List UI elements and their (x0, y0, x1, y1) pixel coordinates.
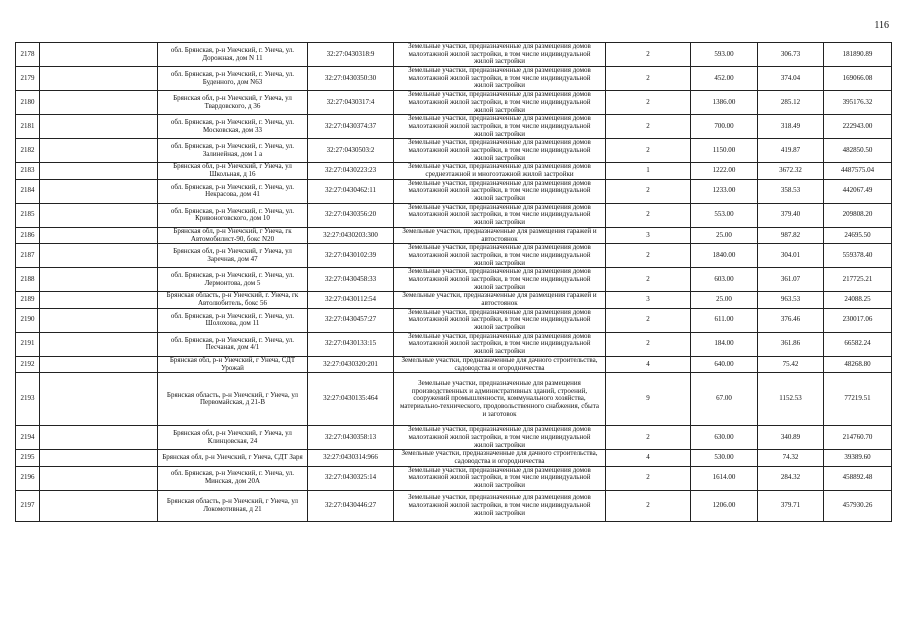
address-cell: Брянская область, р-н Унечский, г Унеча, ул Первомайская, д 21-В (158, 373, 308, 426)
address-cell: обл. Брянская, р-н Унечский, г. Унеча, ул. Дорожная, дом N 11 (158, 43, 308, 67)
area-cell: 640.00 (691, 356, 758, 372)
empty-cell (40, 203, 158, 227)
cadastral-value-cell: 48268.80 (824, 356, 892, 372)
cadastral-value-cell: 457930.26 (824, 490, 892, 521)
address-cell: обл. Брянская, р-н Унечский, г. Унеча, ул. Некрасова, дом 41 (158, 179, 308, 203)
group-cell: 4 (606, 450, 691, 466)
area-cell: 1614.00 (691, 466, 758, 490)
table-row (16, 43, 892, 67)
area-cell: 553.00 (691, 203, 758, 227)
area-cell: 1206.00 (691, 490, 758, 521)
empty-cell (40, 163, 158, 179)
address-cell: Брянская обл, р-н Унечский, г Унеча, СДТ Заря (158, 450, 308, 466)
cadastral-number-cell: 32:27:0430503:2 (308, 139, 394, 163)
empty-cell (40, 179, 158, 203)
land-use-cell: Земельные участки, предназначенные для размещения домов малоэтажной жилой застройки, в том числе индивидуальной жилой застройки (394, 308, 606, 332)
cadastral-number-cell: 32:27:0430374:37 (308, 115, 394, 139)
address-cell: обл. Брянская, р-н Унечский, г. Унеча, ул. Шолохова, дом 11 (158, 308, 308, 332)
table-row (16, 244, 892, 268)
empty-cell (40, 43, 158, 67)
row-number-cell: 2196 (16, 466, 40, 490)
specific-value-cell: 376.46 (758, 308, 824, 332)
empty-cell (40, 244, 158, 268)
area-cell: 603.00 (691, 268, 758, 292)
cadastral-number-cell: 32:27:0430320:201 (308, 356, 394, 372)
land-use-cell: Земельные участки, предназначенные для размещения домов малоэтажной жилой застройки, в том числе индивидуальной жилой застройки (394, 332, 606, 356)
cadastral-value-cell: 395176.32 (824, 91, 892, 115)
row-number-cell: 2188 (16, 268, 40, 292)
cadastral-number-cell: 32:27:0430462:11 (308, 179, 394, 203)
land-use-cell: Земельные участки, предназначенные для размещения домов малоэтажной жилой застройки, в том числе индивидуальной жилой застройки (394, 466, 606, 490)
address-cell: Брянская обл, р-н Унечский, г Унеча, ул Твардовского, д 36 (158, 91, 308, 115)
area-cell: 700.00 (691, 115, 758, 139)
specific-value-cell: 340.89 (758, 426, 824, 450)
cadastral-value-table (15, 42, 892, 522)
group-cell: 2 (606, 67, 691, 91)
cadastral-value-cell: 24695.50 (824, 227, 892, 243)
cadastral-number-cell: 32:27:0430112:54 (308, 292, 394, 308)
specific-value-cell: 361.86 (758, 332, 824, 356)
specific-value-cell: 419.87 (758, 139, 824, 163)
cadastral-value-cell: 4487575.04 (824, 163, 892, 179)
cadastral-number-cell: 32:27:0430223:23 (308, 163, 394, 179)
group-cell: 3 (606, 292, 691, 308)
row-number-cell: 2179 (16, 67, 40, 91)
group-cell: 9 (606, 373, 691, 426)
empty-cell (40, 373, 158, 426)
empty-cell (40, 268, 158, 292)
row-number-cell: 2185 (16, 203, 40, 227)
address-cell: Брянская обл, р-н Унечский, г Унеча, ул Школьная, д 16 (158, 163, 308, 179)
table-row (16, 332, 892, 356)
page-number: 116 (874, 20, 889, 31)
table-row (16, 91, 892, 115)
row-number-cell: 2190 (16, 308, 40, 332)
table-row (16, 450, 892, 466)
land-use-cell: Земельные участки, предназначенные для размещения домов малоэтажной жилой застройки, в том числе индивидуальной жилой застройки (394, 490, 606, 521)
cadastral-value-cell: 559378.40 (824, 244, 892, 268)
land-use-cell: Земельные участки, предназначенные для размещения гаражей и автостоянок (394, 227, 606, 243)
cadastral-number-cell: 32:27:0430314:966 (308, 450, 394, 466)
row-number-cell: 2181 (16, 115, 40, 139)
row-number-cell: 2180 (16, 91, 40, 115)
cadastral-value-cell: 442067.49 (824, 179, 892, 203)
table-row (16, 426, 892, 450)
group-cell: 2 (606, 139, 691, 163)
land-use-cell: Земельные участки, предназначенные для размещения домов среднеэтажной и многоэтажной жилой застройки (394, 163, 606, 179)
group-cell: 2 (606, 268, 691, 292)
cadastral-value-cell: 230017.06 (824, 308, 892, 332)
table-row (16, 179, 892, 203)
land-use-cell: Земельные участки, предназначенные для размещения производственных и административных зданий, строений, сооружений промышленности, коммунального хозяйства, материально-технического, продовольственного снабжения, сбыта и заготовок (394, 373, 606, 426)
cadastral-value-cell: 209808.20 (824, 203, 892, 227)
empty-cell (40, 466, 158, 490)
empty-cell (40, 332, 158, 356)
group-cell: 2 (606, 91, 691, 115)
table-row (16, 292, 892, 308)
specific-value-cell: 306.73 (758, 43, 824, 67)
table-row (16, 356, 892, 372)
table-row (16, 227, 892, 243)
cadastral-number-cell: 32:27:0430458:33 (308, 268, 394, 292)
specific-value-cell: 358.53 (758, 179, 824, 203)
table-row (16, 490, 892, 521)
cadastral-value-cell: 458892.48 (824, 466, 892, 490)
cadastral-number-cell: 32:27:0430358:13 (308, 426, 394, 450)
row-number-cell: 2191 (16, 332, 40, 356)
land-use-cell: Земельные участки, предназначенные для дачного строительства, садоводства и огородничества (394, 356, 606, 372)
cadastral-value-cell: 181890.89 (824, 43, 892, 67)
group-cell: 2 (606, 203, 691, 227)
land-use-cell: Земельные участки, предназначенные для размещения домов малоэтажной жилой застройки, в том числе индивидуальной жилой застройки (394, 268, 606, 292)
area-cell: 611.00 (691, 308, 758, 332)
cadastral-number-cell: 32:27:0430325:14 (308, 466, 394, 490)
address-cell: Брянская область, р-н Унечский, г Унеча, ул Локомотивная, д 21 (158, 490, 308, 521)
address-cell: Брянская обл, р-н Унечский, г Унеча, ул Заречная, дом 47 (158, 244, 308, 268)
specific-value-cell: 285.12 (758, 91, 824, 115)
specific-value-cell: 3672.32 (758, 163, 824, 179)
group-cell: 2 (606, 244, 691, 268)
cadastral-number-cell: 32:27:0430133:15 (308, 332, 394, 356)
row-number-cell: 2182 (16, 139, 40, 163)
cadastral-number-cell: 32:27:0430446:27 (308, 490, 394, 521)
area-cell: 1386.00 (691, 91, 758, 115)
cadastral-value-cell: 169066.08 (824, 67, 892, 91)
row-number-cell: 2194 (16, 426, 40, 450)
empty-cell (40, 227, 158, 243)
row-number-cell: 2183 (16, 163, 40, 179)
group-cell: 2 (606, 43, 691, 67)
cadastral-value-cell: 482850.50 (824, 139, 892, 163)
cadastral-value-cell: 77219.51 (824, 373, 892, 426)
table-row (16, 308, 892, 332)
land-use-cell: Земельные участки, предназначенные для дачного строительства, садоводства и огородничества (394, 450, 606, 466)
address-cell: Брянская обл, р-н Унечский, г Унеча, ул Клинцовская, 24 (158, 426, 308, 450)
specific-value-cell: 74.32 (758, 450, 824, 466)
address-cell: обл. Брянская, р-н Унечский, г. Унеча, ул. Залинейная, дом 1 а (158, 139, 308, 163)
group-cell: 2 (606, 115, 691, 139)
row-number-cell: 2192 (16, 356, 40, 372)
land-use-cell: Земельные участки, предназначенные для размещения домов малоэтажной жилой застройки, в том числе индивидуальной жилой застройки (394, 67, 606, 91)
area-cell: 593.00 (691, 43, 758, 67)
address-cell: обл. Брянская, р-н Унечский, г. Унеча, ул. Минская, дом 20А (158, 466, 308, 490)
cadastral-number-cell: 32:27:0430350:30 (308, 67, 394, 91)
group-cell: 4 (606, 356, 691, 372)
area-cell: 184.00 (691, 332, 758, 356)
specific-value-cell: 361.07 (758, 268, 824, 292)
cadastral-number-cell: 32:27:0430102:39 (308, 244, 394, 268)
row-number-cell: 2195 (16, 450, 40, 466)
specific-value-cell: 379.40 (758, 203, 824, 227)
cadastral-value-cell: 222943.00 (824, 115, 892, 139)
land-use-cell: Земельные участки, предназначенные для размещения домов малоэтажной жилой застройки, в том числе индивидуальной жилой застройки (394, 43, 606, 67)
row-number-cell: 2193 (16, 373, 40, 426)
empty-cell (40, 426, 158, 450)
group-cell: 2 (606, 308, 691, 332)
table-row (16, 466, 892, 490)
address-cell: обл. Брянская, р-н Унечский, г. Унеча, ул. Кривоноговского, дом 10 (158, 203, 308, 227)
specific-value-cell: 963.53 (758, 292, 824, 308)
area-cell: 1233.00 (691, 179, 758, 203)
land-use-cell: Земельные участки, предназначенные для размещения домов малоэтажной жилой застройки, в том числе индивидуальной жилой застройки (394, 203, 606, 227)
table-row (16, 115, 892, 139)
row-number-cell: 2186 (16, 227, 40, 243)
table-row (16, 203, 892, 227)
address-cell: обл. Брянская, р-н Унечский, г. Унеча, ул. Московская, дом 33 (158, 115, 308, 139)
row-number-cell: 2187 (16, 244, 40, 268)
table-row (16, 373, 892, 426)
specific-value-cell: 318.49 (758, 115, 824, 139)
empty-cell (40, 308, 158, 332)
empty-cell (40, 139, 158, 163)
empty-cell (40, 115, 158, 139)
empty-cell (40, 91, 158, 115)
cadastral-number-cell: 32:27:0430356:20 (308, 203, 394, 227)
land-use-cell: Земельные участки, предназначенные для размещения домов малоэтажной жилой застройки, в том числе индивидуальной жилой застройки (394, 91, 606, 115)
cadastral-number-cell: 32:27:0430457:27 (308, 308, 394, 332)
table-row (16, 67, 892, 91)
address-cell: обл. Брянская, р-н Унечский, г. Унеча, ул. Лермонтова, дом 5 (158, 268, 308, 292)
area-cell: 1840.00 (691, 244, 758, 268)
specific-value-cell: 75.42 (758, 356, 824, 372)
specific-value-cell: 1152.53 (758, 373, 824, 426)
address-cell: Брянская обл, р-н Унечский, г Унеча, СДТ Урожай (158, 356, 308, 372)
address-cell: Брянская обл, р-н Унечский, г Унеча, гк Автомобилист-90, бокс N20 (158, 227, 308, 243)
specific-value-cell: 284.32 (758, 466, 824, 490)
cadastral-number-cell: 32:27:0430318:9 (308, 43, 394, 67)
area-cell: 1150.00 (691, 139, 758, 163)
area-cell: 25.00 (691, 227, 758, 243)
land-use-cell: Земельные участки, предназначенные для размещения домов малоэтажной жилой застройки, в том числе индивидуальной жилой застройки (394, 139, 606, 163)
group-cell: 3 (606, 227, 691, 243)
area-cell: 530.00 (691, 450, 758, 466)
table-row (16, 163, 892, 179)
row-number-cell: 2178 (16, 43, 40, 67)
land-use-cell: Земельные участки, предназначенные для размещения домов малоэтажной жилой застройки, в том числе индивидуальной жилой застройки (394, 426, 606, 450)
land-use-cell: Земельные участки, предназначенные для размещения домов малоэтажной жилой застройки, в том числе индивидуальной жилой застройки (394, 244, 606, 268)
land-use-cell: Земельные участки, предназначенные для размещения гаражей и автостоянок (394, 292, 606, 308)
group-cell: 2 (606, 179, 691, 203)
land-use-cell: Земельные участки, предназначенные для размещения домов малоэтажной жилой застройки, в том числе индивидуальной жилой застройки (394, 179, 606, 203)
cadastral-number-cell: 32:27:0430317:4 (308, 91, 394, 115)
group-cell: 2 (606, 426, 691, 450)
address-cell: обл. Брянская, р-н Унечский, г. Унеча, ул. Буденного, дом N63 (158, 67, 308, 91)
area-cell: 630.00 (691, 426, 758, 450)
group-cell: 2 (606, 490, 691, 521)
empty-cell (40, 356, 158, 372)
cadastral-number-cell: 32:27:0430135:464 (308, 373, 394, 426)
specific-value-cell: 379.71 (758, 490, 824, 521)
group-cell: 2 (606, 466, 691, 490)
address-cell: Брянская область, р-н Унечский, г. Унеча, гк Автолюбитель, бокс 56 (158, 292, 308, 308)
cadastral-value-cell: 214760.70 (824, 426, 892, 450)
group-cell: 1 (606, 163, 691, 179)
empty-cell (40, 490, 158, 521)
area-cell: 452.00 (691, 67, 758, 91)
specific-value-cell: 304.01 (758, 244, 824, 268)
table-row (16, 139, 892, 163)
cadastral-value-cell: 66582.24 (824, 332, 892, 356)
area-cell: 25.00 (691, 292, 758, 308)
empty-cell (40, 292, 158, 308)
group-cell: 2 (606, 332, 691, 356)
specific-value-cell: 374.04 (758, 67, 824, 91)
row-number-cell: 2184 (16, 179, 40, 203)
land-use-cell: Земельные участки, предназначенные для размещения домов малоэтажной жилой застройки, в том числе индивидуальной жилой застройки (394, 115, 606, 139)
area-cell: 1222.00 (691, 163, 758, 179)
cadastral-value-cell: 24088.25 (824, 292, 892, 308)
cadastral-value-cell: 217725.21 (824, 268, 892, 292)
specific-value-cell: 987.82 (758, 227, 824, 243)
address-cell: обл. Брянская, р-н Унечский, г. Унеча, ул. Песчаная, дом 4/1 (158, 332, 308, 356)
area-cell: 67.00 (691, 373, 758, 426)
cadastral-number-cell: 32:27:0430203:300 (308, 227, 394, 243)
empty-cell (40, 450, 158, 466)
empty-cell (40, 67, 158, 91)
row-number-cell: 2189 (16, 292, 40, 308)
table-row (16, 268, 892, 292)
row-number-cell: 2197 (16, 490, 40, 521)
cadastral-value-cell: 39389.60 (824, 450, 892, 466)
